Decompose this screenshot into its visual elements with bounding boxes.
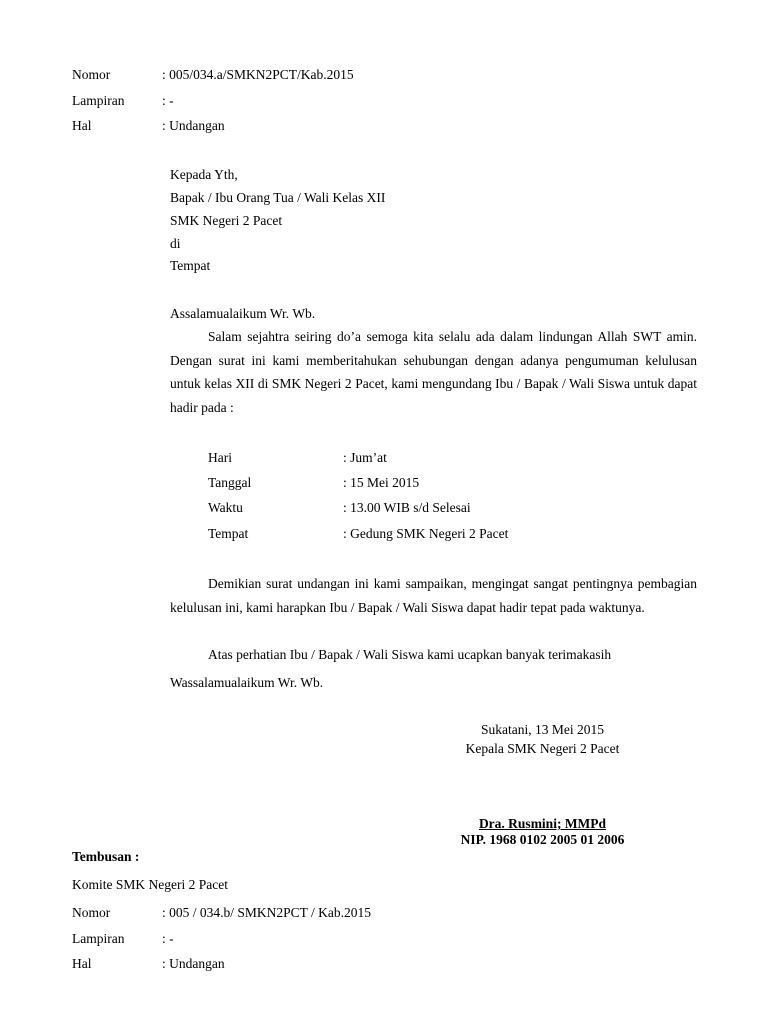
footer-nomor-label: Nomor bbox=[72, 905, 111, 920]
paragraph-2: Demikian surat undangan ini kami sampaikan, mengingat sangat pentingnya pembagian kelulusan ini, kami harapkan Ibu / Bapak / Wali Siswa dapat hadir tepat pada waktunya. bbox=[170, 576, 697, 615]
footer-lampiran-label: Lampiran bbox=[72, 931, 125, 946]
detail-label-tempat: Tempat bbox=[208, 526, 249, 541]
hal-value: : Undangan bbox=[162, 118, 225, 133]
detail-value-hari: : Jum’at bbox=[343, 450, 387, 465]
detail-value-waktu: : 13.00 WIB s/d Selesai bbox=[343, 500, 471, 515]
cc-item-1: Komite SMK Negeri 2 Pacet bbox=[72, 877, 228, 892]
footer-hal-value: : Undangan bbox=[162, 956, 225, 971]
paragraph-1: Salam sejahtra seiring do’a semoga kita selalu ada dalam lindungan Allah SWT amin. Dengan surat ini kami memberitahukan sehubungan dengan adanya pengumuman kelulusan untuk kelas XII di SMK Negeri 2 Pacet, kami mengundang Ibu / Bapak / Wali Siswa untuk dapat hadir pada : bbox=[170, 329, 697, 415]
detail-label-tanggal: Tanggal bbox=[208, 475, 252, 490]
detail-value-tempat: : Gedung SMK Negeri 2 Pacet bbox=[343, 526, 509, 541]
lampiran-label: Lampiran bbox=[72, 93, 125, 108]
closing: Wassalamualaikum Wr. Wb. bbox=[170, 675, 324, 690]
recipient-line-4: di bbox=[170, 236, 181, 251]
detail-label-hari: Hari bbox=[208, 450, 232, 465]
footer-nomor-value: : 005 / 034.b/ SMKN2PCT / Kab.2015 bbox=[162, 905, 372, 920]
footer-lampiran-value: : - bbox=[162, 931, 174, 946]
footer-hal-label: Hal bbox=[72, 956, 92, 971]
nomor-value: : 005/034.a/SMKN2PCT/Kab.2015 bbox=[162, 67, 354, 82]
hal-label: Hal bbox=[72, 118, 92, 133]
signature-name-text: Dra. Rusmini; MMPd bbox=[478, 816, 607, 831]
signature-place-date: Sukatani, 13 Mei 2015 bbox=[481, 722, 604, 737]
nomor-label: Nomor bbox=[72, 67, 111, 82]
greeting: Assalamualaikum Wr. Wb. bbox=[170, 306, 316, 321]
paragraph-3: Atas perhatian Ibu / Bapak / Wali Siswa kami ucapkan banyak terimakasih bbox=[208, 647, 612, 662]
signature-name bbox=[405, 816, 680, 832]
detail-label-waktu: Waktu bbox=[208, 500, 243, 515]
cc-title: Tembusan : bbox=[72, 849, 140, 864]
signature-nip: NIP. 1968 0102 2005 01 2006 bbox=[460, 832, 625, 847]
recipient-line-5: Tempat bbox=[170, 258, 211, 273]
signature-position: Kepala SMK Negeri 2 Pacet bbox=[465, 741, 620, 756]
recipient-line-1: Kepada Yth, bbox=[170, 167, 238, 182]
detail-value-tanggal: : 15 Mei 2015 bbox=[343, 475, 420, 490]
lampiran-value: : - bbox=[162, 93, 174, 108]
recipient-line-2: Bapak / Ibu Orang Tua / Wali Kelas XII bbox=[170, 190, 386, 205]
recipient-line-3: SMK Negeri 2 Pacet bbox=[170, 213, 283, 228]
